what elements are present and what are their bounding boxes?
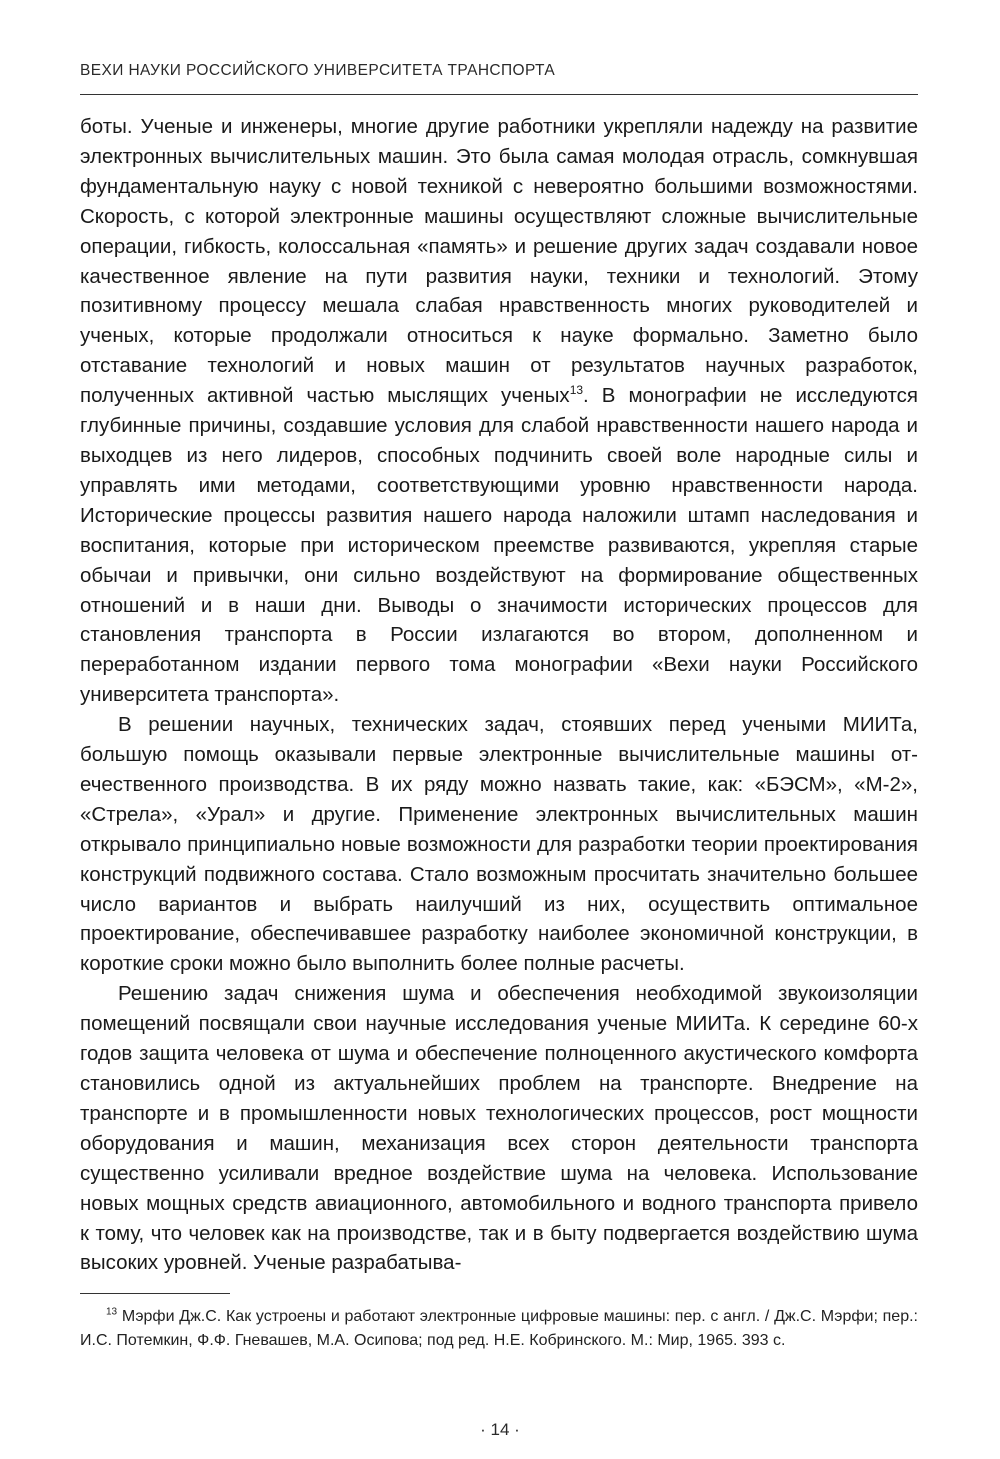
paragraph-3: Решению задач снижения шума и обеспечения необходимой звукоизоляции помещений посвящали свои научные исследования ученые МИИТа. К середине 60-х годов защита человека от шума и обеспечение полноценного акустического комфорта становились одной из актуальнейших проблем на транспорте. Внедрение на транспорте и в промышленности новых технологических процессов, рост мощности оборудования и машин, механизация всех сторон деятельности транспорта существенно усиливали вредное воздействие шума на человека. Использование новых мощных средств авиационного, автомобильного и водного транспорта привело к тому, что человек как на производстве, так и в быту подвергается воздействию шума высоких уровней. Ученые разрабатыва- [80, 982, 918, 1275]
header-rule [80, 94, 918, 95]
footnote-marker: 13 [106, 1306, 118, 1318]
footnote-text: Мэрфи Дж.С. Как устроены и работают электронные цифровые машины: пер. с англ. / Дж.С. Мэрфи; пер.: И.С. Потемкин, Ф.Ф. Гневашев, М.А. Осипова; под ред. Н.Е. Кобринского. М.: Мир, 1965. 393 с. [80, 1308, 918, 1349]
page-number: · 14 · [480, 1420, 520, 1439]
paragraph-1 [80, 112, 918, 710]
footnote-reference: 13 [569, 383, 584, 398]
main-text [80, 112, 918, 1278]
footnote [80, 1305, 918, 1352]
footnote-rule [80, 1293, 230, 1294]
paragraph-1-part-b: . В монографии не исследуются глубинные причины, создавшие условия для слабой нравственности нашего народа и выходцев из него лидеров, способных подчинить своей воле народные силы и управлять ими методами, соответствующими уровню нравственности народа. Исторические процессы развития нашего народа наложили штамп наследования и воспитания, которые при историческом преемстве развиваются, укрепляя старые обычаи и привычки, они сильно воздействуют на формирование общественных отношений и в наши дни. Выводы о значимости исторических процессов для становления транспорта в России излагаются во втором, дополненном и переработанном издании первого тома монографии «Вехи науки Российского университета транспорта». [80, 384, 918, 707]
footnote-13 [80, 1305, 918, 1352]
paragraph-2: В решении научных, технических задач, стоявших перед учеными МИИТа, большую помощь оказывали первые электронные вычислительные машины отечественного производства. В их ряду можно назвать такие, как: «БЭСМ», «М-2», «Стрела», «Урал» и другие. Применение электронных вычислительных машин открывало принципиально новые возможности для разработки теории проектирования конструкций подвижного состава. Стало возможным просчитать значительно большее число вариантов и выбрать наилучший из них, осуществить оптимальное проектирование, обеспечивавшее разработку наиболее экономичной конструкции, в короткие сроки можно было выполнить более полные расчеты. [80, 713, 918, 976]
paragraph-1-part-a: боты. Ученые и инженеры, многие другие работники укрепляли надежду на развитие электронных вычислительных машин. Это была самая молодая отрасль, сомкнувшая фундаментальную науку с новой техникой с невероятно большими возможностями. Скорость, с которой электронные машины осуществляют сложные вычислительные операции, гибкость, колоссальная «память» и решение других задач создавали новое качественное явление на пути развития науки, техники и технологий. Этому позитивному процессу мешала слабая нравственность многих руководителей и ученых, которые продолжали относиться к науке формально. Заметно было отставание технологий и новых машин от результатов научных разработок, полученных активной частью мыслящих ученых [80, 115, 918, 408]
running-header: ВЕХИ НАУКИ РОССИЙСКОГО УНИВЕРСИТЕТА ТРАНСПОРТА [80, 62, 556, 79]
